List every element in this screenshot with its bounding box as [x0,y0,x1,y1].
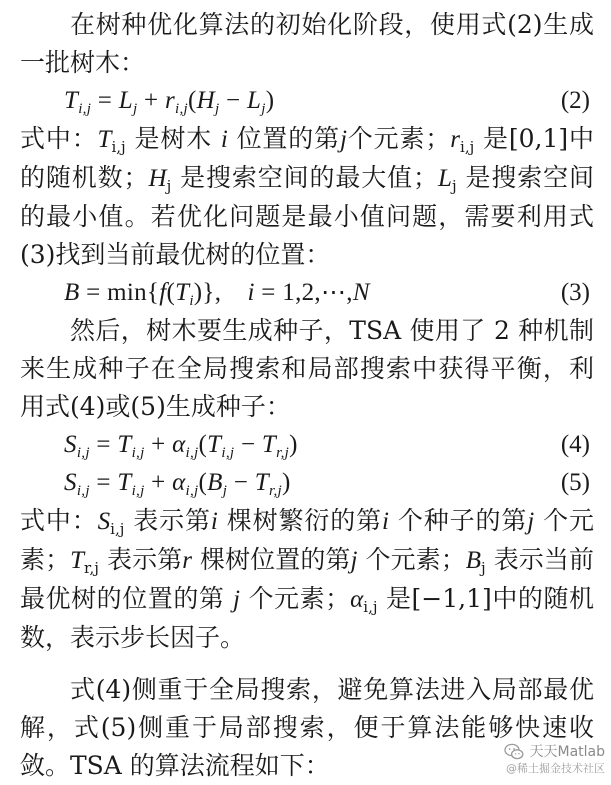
equation-5-number: (5) [560,469,590,496]
watermark-site: @稀土掘金技术社区 [506,762,605,775]
paragraph-seeds: 然后，树木要生成种子，TSA 使用了 2 种机制来生成种子在全局搜索和局部搜索中获得平衡，利用式(4)或(5)生成种子： [20,316,594,421]
paragraph-where-2: 式中：$S_{i,j}$ 表示第i 棵树繁衍的第i 个种子的第j 个元素；$T_{r,j}$ 表示第r 棵树位置的第j 个元素；$B_j$ 表示当前最优树的位置的第 j 个元素；$\alpha_{i,j}$ 是[−1,1]中的随机数，表示步长因子。 [20,506,595,652]
article-body [20,6,594,785]
wechat-icon [504,743,524,761]
equation-3-number: (3) [560,279,590,306]
equation-2-number: (2) [560,87,590,114]
equation-4-expr: $S_{i,j} = T_{i,j} + \alpha_{i,j}(T_{i,j} - T_{r,j})$ [64,431,298,461]
equation-5 [20,464,594,502]
paragraph-init: 在树种优化算法的初始化阶段，使用式(2)生成一批树木： [20,10,594,77]
paragraph-summary: 式(4)侧重于全局搜索，避免算法进入局部最优解，式(5)侧重于局部搜索，便于算法能够快速收敛。TSA 的算法流程如下： [20,675,594,780]
equation-2-expr: $T_{i,j} = L_j + r_{i,j}(H_j - L_j)$ [64,87,275,117]
equation-3 [20,274,594,312]
equation-5-expr: $S_{i,j} = T_{i,j} + \alpha_{i,j}(B_j - T_{r,j})$ [64,469,291,499]
equation-4-number: (4) [560,431,590,458]
equation-3-expr: $B = \min\{f(T_i)\}$, i = 1,2,⋯,N [64,279,370,309]
equation-4 [20,426,594,464]
watermark [477,743,605,777]
paragraph-gap [20,657,594,671]
paragraph-where-1: 式中：$T_{i,j}$ 是树木 i 位置的第j个元素；$r_{i,j}$ 是[0,1]中的随机数；$H_j$ 是搜索空间的最大值；$L_j$ 是搜索空间的最小值。若优化问题是最小值问题，需要利用式(3)找到当前最优树的位置： [20,124,594,269]
watermark-brand: 天天Matlab [529,744,605,760]
equation-2 [20,82,594,120]
